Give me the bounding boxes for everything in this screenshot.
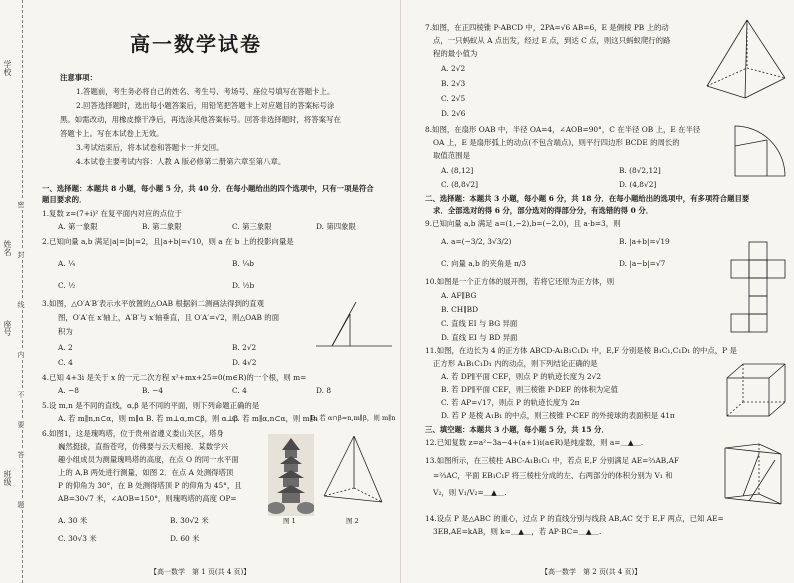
q3-option-d: D. 4√2 (232, 358, 257, 367)
q8-option-d: D. (4,8√2] (619, 180, 657, 189)
page-2-footer: 【高一数学 第 2 页(共 4 页)】 (541, 568, 642, 576)
side-label-name: 姓名 (3, 240, 12, 256)
q8-option-a: A. (8,12] (441, 166, 474, 175)
q4-option-a: A. −8 (58, 386, 79, 395)
side-label-school: 学校 (3, 60, 12, 76)
question-14-stem: 14.设点 P 是△ABC 的重心，过点 P 的直线分别与线段 AB,AC 交于 E,F 两点，已知 AE= (425, 514, 724, 523)
q6-option-d: D. 60 米 (170, 534, 200, 543)
question-13-stem-cont: =⅔AC，平面 EB₁C₁F 将三棱柱分成的左、右两部分的体积分别为 V₁ 和 (433, 471, 673, 480)
question-10-stem: 10.如图是一个正方体的展开图，若将它还原为正方体，则 (425, 277, 615, 286)
section-1-heading-cont: 题目要求的． (42, 195, 87, 204)
side-label-seat: 座号 (3, 320, 12, 336)
q1-option-a: A. 第一象限 (58, 222, 98, 231)
question-11-stem-cont: 正方形 A₁B₁C₁D₁ 内的动点，则下列结论正确的是 (433, 359, 598, 368)
q9-option-c: C. 向量 a,b 的夹角是 π/3 (441, 259, 527, 268)
q11-option-c: C. 若 AP=√17，则点 P 的轨迹长度为 2π (441, 398, 580, 407)
question-6-stem-cont: AB=30√7 米，∠AOB=150°，则瑰鸣塔的高度 OP= (58, 494, 237, 503)
q9-option-b: B. |a+b|=√19 (619, 237, 670, 246)
section-1-heading: 一、选择题：本题共 8 小题，每小题 5 分，共 40 分．在每小题给出的四个选项中，只有一项是符合 (42, 184, 374, 193)
figure-1-caption: 图 1 (283, 517, 296, 525)
q5-option-c: C. 若 m∥α,n⊂α，则 m∥n (232, 414, 318, 423)
q3-oblique-figure (312, 300, 394, 358)
note-line: 黑。如需改动，用橡皮擦干净后，再选涂其他答案标号。回答非选择题时，将答案写在 (60, 115, 341, 124)
q5-option-d: D. 若 α∩β=n,m∥β，则 m∥n (310, 414, 396, 422)
q2-option-c: C. ½ (58, 281, 76, 290)
q7-option-b: B. 2√3 (441, 79, 466, 88)
note-line: 3.考试结束后，将本试卷和答题卡一并交回。 (76, 143, 224, 152)
seal-word: 密 (17, 201, 25, 208)
q5-option-a: A. 若 m∥n,n⊂α，则 m∥α (58, 414, 144, 423)
question-13-stem-cont: V₂，则 V₁/V₂=＿▲＿. (433, 488, 507, 497)
q7-option-d: D. 2√6 (441, 109, 466, 118)
question-3-stem: 3.如图，△O′A′B′表示水平放置的△OAB 根据斜二测画法得到的直观 (42, 299, 265, 308)
exam-page-2 (400, 0, 794, 583)
question-13-stem: 13.如图所示，在三棱柱 ABC-A₁B₁C₁ 中，若点 E,F 分别满足 AE=⅔AB,AF (425, 456, 680, 465)
q2-option-b: B. ¼b (232, 259, 255, 268)
q10-option-a: A. AF∥BG (441, 291, 477, 300)
cube-net-figure (729, 240, 789, 340)
q8-option-b: B. (8√2,12] (619, 166, 661, 175)
seal-word: 题 (17, 501, 25, 508)
q11-option-b: B. 若 DP∥平面 CEF，则三棱锥 P-DEF 的体积为定值 (441, 385, 619, 394)
seal-word: 要 (17, 421, 25, 428)
q10-option-c: C. 直线 EI 与 BG 异面 (441, 319, 518, 328)
cube-figure (723, 362, 789, 418)
notes-heading: 注意事项： (60, 73, 97, 82)
q4-option-c: C. 4 (232, 386, 247, 395)
q1-option-b: B. 第二象限 (142, 222, 182, 231)
q5-option-b: B. 若 m⊥α,m⊂β，则 α⊥β (146, 414, 238, 423)
q3-option-b: B. 2√2 (232, 343, 257, 352)
question-1-stem: 1.复数 z=(7+i)² 在复平面内对应的点位于 (42, 209, 182, 218)
page-1-footer: 【高一数学 第 1 页(共 4 页)】 (150, 568, 251, 576)
binding-line (22, 0, 23, 583)
question-6-stem-cont: 趣小组成员为测量瑰鸣塔的高度，在点 O 的同一水平面 (58, 455, 239, 464)
q10-option-d: D. 直线 EI 与 BD 异面 (441, 333, 518, 342)
q11-option-d: D. 若 P 是棱 A₁B₁ 的中点，则三棱锥 P-CEF 的外接球的表面积是 41π (441, 411, 675, 420)
question-6-stem-cont: P 的仰角为 30°，在 B 处测得塔顶 P 的仰角为 45°，且 (58, 481, 242, 490)
q7-option-a: A. 2√2 (441, 64, 466, 73)
section-2-heading: 二、选择题：本题共 3 小题，每小题 6 分，共 18 分．在每小题给出的选项中，有多项符合题目要 (425, 194, 750, 203)
figure-2-caption: 图 2 (346, 517, 359, 525)
note-line: 1.答题前，考生务必将自己的姓名、考生号、考场号、座位号填写在答题卡上。 (76, 87, 335, 96)
prism-figure (719, 440, 789, 510)
note-line: 答题卡上。写在本试卷上无效。 (60, 129, 164, 138)
q2-option-a: A. ¼ (58, 259, 76, 268)
section-3-heading: 三、填空题：本题共 3 小题，每小题 5 分，共 15 分． (425, 425, 609, 434)
q9-option-a: A. a=(−3/2, 3√3/2) (441, 237, 512, 246)
q11-option-a: A. 若 DP∥平面 CEF，则点 P 的轨迹长度为 2√2 (441, 372, 602, 381)
question-6-stem-cont: 上的 A,B 两处进行测量，如图 2．在点 A 处测得塔顶 (58, 468, 234, 477)
sector-figure (731, 120, 789, 180)
section-2-heading-cont: 求．全部选对的得 6 分，部分选对的得部分分，有选错的得 0 分． (433, 206, 654, 215)
q6-option-c: C. 30√3 米 (58, 534, 97, 543)
question-7-stem-cont: 程的最小值为 (433, 49, 478, 58)
note-line: 4.本试卷主要考试内容：人教 A 版必修第二册第六章至第八章。 (76, 157, 286, 166)
q1-option-d: D. 第四象限 (316, 222, 356, 231)
seal-word: 答 (17, 451, 25, 458)
q6-option-a: A. 30 米 (58, 516, 88, 525)
q6-option-b: B. 30√2 米 (170, 516, 209, 525)
question-11-stem: 11.如图，在边长为 4 的正方体 ABCD-A₁B₁C₁D₁ 中，E,F 分别是棱 B₁C₁,C₁D₁ 的中点，P 是 (425, 346, 737, 355)
exam-title: 高一数学试卷 (130, 32, 262, 56)
question-7-stem: 7.如图，在正四棱锥 P-ABCD 中，2PA=√6 AB=6，E 是侧棱 PB 上的动 (425, 23, 669, 32)
note-line: 2.回答选择题时，选出每小题答案后，用铅笔把答题卡上对应题目的答案标号涂 (76, 101, 335, 110)
question-14-stem-cont: 3EB,AE=kAB，则 k=＿▲＿，若 AP·BC=＿▲＿. (433, 527, 602, 536)
q4-option-d: D. 8 (316, 386, 332, 395)
question-9-stem: 9.已知向量 a,b 满足 a=(1,−2),b=(−2,0)，且 a·b=3，则 (425, 219, 621, 228)
pagoda-photo (268, 434, 314, 516)
question-4-stem: 4.已知 4+3i 是关于 x 的一元二次方程 x²+mx+25=0(m∈R)的一个根，则 m= (42, 373, 307, 382)
measurement-figure (320, 432, 388, 516)
question-6-stem: 6.如图1，这是瑰鸣塔，位于贵州省遵义娄山关区，塔身 (42, 429, 224, 438)
q2-option-d: D. ½b (232, 281, 255, 290)
pyramid-figure (701, 16, 789, 112)
seal-word: 不 (17, 391, 25, 398)
q8-option-c: C. (8,8√2] (441, 180, 479, 189)
question-8-stem: 8.如图，在扇形 OAB 中，半径 OA=4，∠AOB=90°，C 在半径 OB 上，E 在半径 (425, 125, 701, 134)
binding-margin (0, 0, 34, 583)
question-12: 12.已知复数 z=a²−3a−4+(a+1)i(a∈R)是纯虚数，则 a=＿▲＿. (425, 438, 644, 447)
q3-option-a: A. 2 (58, 343, 73, 352)
q9-option-d: D. |a−b|=√7 (619, 259, 666, 268)
seal-word: 线 (17, 301, 25, 308)
seal-word: 封 (17, 251, 25, 258)
question-3-stem-cont: 积为 (58, 327, 73, 336)
question-8-stem-cont: OA 上，E 是扇形弧上的动点(不包含端点)，则平行四边形 BCDE 的周长的 (433, 138, 680, 147)
question-5-stem: 5.设 m,n 是不同的直线，α,β 是不同的平面，则下列命题正确的是 (42, 401, 260, 410)
question-7-stem-cont: 点，一只蚂蚁从 A 点出发，经过 E 点，到达 C 点，则这只蚂蚁爬行的路 (433, 36, 671, 45)
q4-option-b: B. −4 (142, 386, 164, 395)
seal-word: 内 (17, 351, 25, 358)
q7-option-c: C. 2√5 (441, 94, 466, 103)
question-8-stem-cont: 取值范围是 (433, 151, 470, 160)
side-label-class: 班级 (3, 470, 12, 486)
q3-option-c: C. 4 (58, 358, 73, 367)
question-2-stem: 2.已知向量 a,b 满足|a|=|b|=2，且|a+b|=√10，则 a 在 b 上的投影向量是 (42, 237, 294, 246)
q10-option-b: B. CH∥BD (441, 305, 479, 314)
question-3-stem-cont: 图，O′A′在 x′轴上，A′B′与 x′轴垂直，且 O′A′=√2，则△OAB 的面 (58, 313, 280, 322)
q1-option-c: C. 第三象限 (232, 222, 272, 231)
question-6-stem-cont: 巍然挺拔，直指苍穹，仿佛要与云天相接．某数学兴 (58, 442, 228, 451)
